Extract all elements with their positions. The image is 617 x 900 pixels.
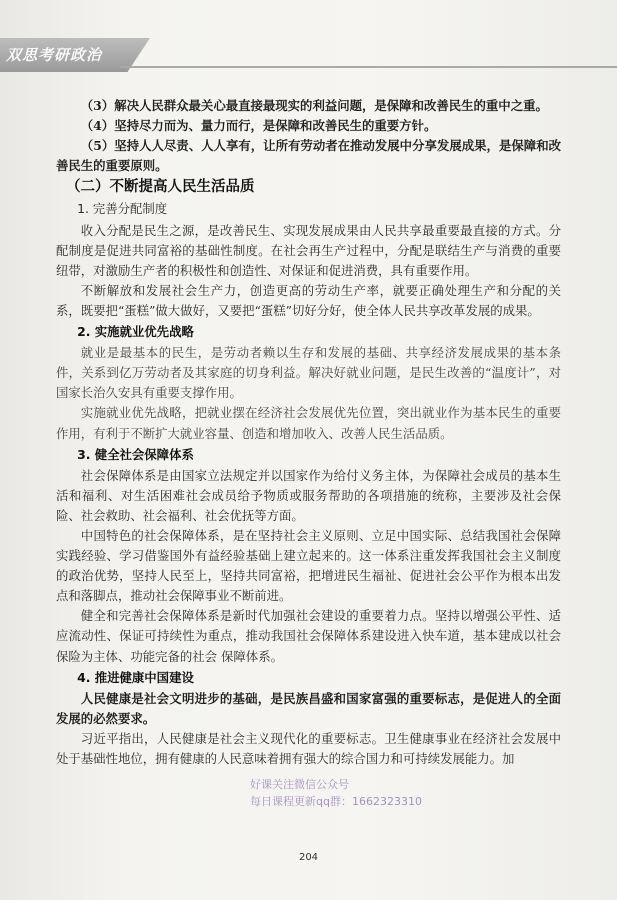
watermark-line: 好课关注微信公众号 [250, 778, 349, 791]
paragraph: 不断解放和发展社会生产力，创造更高的劳动生产率，就要正确处理生产和分配的关系，既要把“蛋糕”做大做好，又要把“蛋糕”切好分好，使全体人民共享改革发展的成果。 [56, 282, 561, 318]
section-title: （二）不断提高人民生活品质 [66, 179, 255, 196]
header-rule [120, 66, 617, 68]
paragraph: 就业是最基本的民生，是劳动者赖以生存和发展的基础、共享经济发展成果的基本条件，关系到亿万劳动者及其家庭的切身利益。解决好就业问题，是民生改善的“温度计”，对国家长治久安具有重要支撑作用。 [56, 345, 561, 401]
paragraph: 实施就业优先战略，把就业摆在经济社会发展优先位置，突出就业作为基本民生的重要作用，有利于不断扩大就业容量、创造和增加收入、改善人民生活品质。 [56, 405, 561, 441]
subsection-heading: 1. 完善分配制度 [77, 201, 168, 217]
paragraph: （5）坚持人人尽责、人人享有，让所有劳动者在推动发展中分享发展成果，是保障和改善民生的重要原则。 [56, 138, 561, 174]
paragraph: （3）解决人民群众最关心最直接最现实的利益问题，是保障和改善民生的重中之重。 [80, 98, 548, 113]
subsection-heading: 4. 推进健康中国建设 [77, 669, 194, 685]
paragraph: 人民健康是社会文明进步的基础，是民族昌盛和国家富强的重要标志，是促进人的全面发展的必然要求。 [56, 690, 561, 726]
running-header [0, 38, 617, 72]
paragraph: （4）坚持尽力而为、量力而行，是保障和改善民生的重要方针。 [80, 118, 437, 134]
paragraph: 中国特色的社会保障体系，是在坚持社会主义原则、立足中国实际、总结我国社会保障实践经验、学习借鉴国外有益经验基础上建立起来的。这一体系注重发挥我国社会主义制度的政治优势，坚持人民至上，坚持共同富裕，把增进民生福祉、促进社会公平作为根本出发点和落脚点，推动社会保障事业不断前进。 [56, 527, 561, 604]
header-title: 双思考研政治 [6, 46, 103, 64]
watermark-line: 每日课程更新qq群：1662323310 [250, 795, 422, 808]
watermark [250, 776, 450, 810]
subsection-heading: 3. 健全社会保障体系 [77, 446, 194, 462]
paragraph: 社会保障体系是由国家立法规定并以国家作为给付义务主体，为保障社会成员的基本生活和福利、对生活困难社会成员给予物质或服务帮助的各项措施的统称，主要涉及社会保险、社会救助、社会福利、社会优抚等方面。 [56, 467, 561, 523]
paragraph: 习近平指出，人民健康是社会主义现代化的重要标志。卫生健康事业在经济社会发展中处于基础性地位，拥有健康的人民意味着拥有强大的综合国力和可持续发展能力。加 [56, 730, 561, 766]
body-text [56, 96, 561, 769]
paragraph: 健全和完善社会保障体系是新时代加强社会建设的重要着力点。坚持以增强公平性、适应流动性、保证可持续性为重点，推动我国社会保障体系建设进入快车道，基本建成以社会保险为主体、功能完备的社会 保障体系。 [56, 608, 561, 664]
page-number: 204 [298, 852, 319, 863]
paragraph: 收入分配是民生之源，是改善民生、实现发展成果由人民共享最重要最直接的方式。分配制度是促进共同富裕的基础性制度。在社会再生产过程中，分配是联结生产与消费的重要纽带，对激励生产者的积极性和创造性、对保证和促进消费，具有重要作用。 [56, 222, 561, 278]
subsection-heading: 2. 实施就业优先战略 [77, 324, 194, 340]
